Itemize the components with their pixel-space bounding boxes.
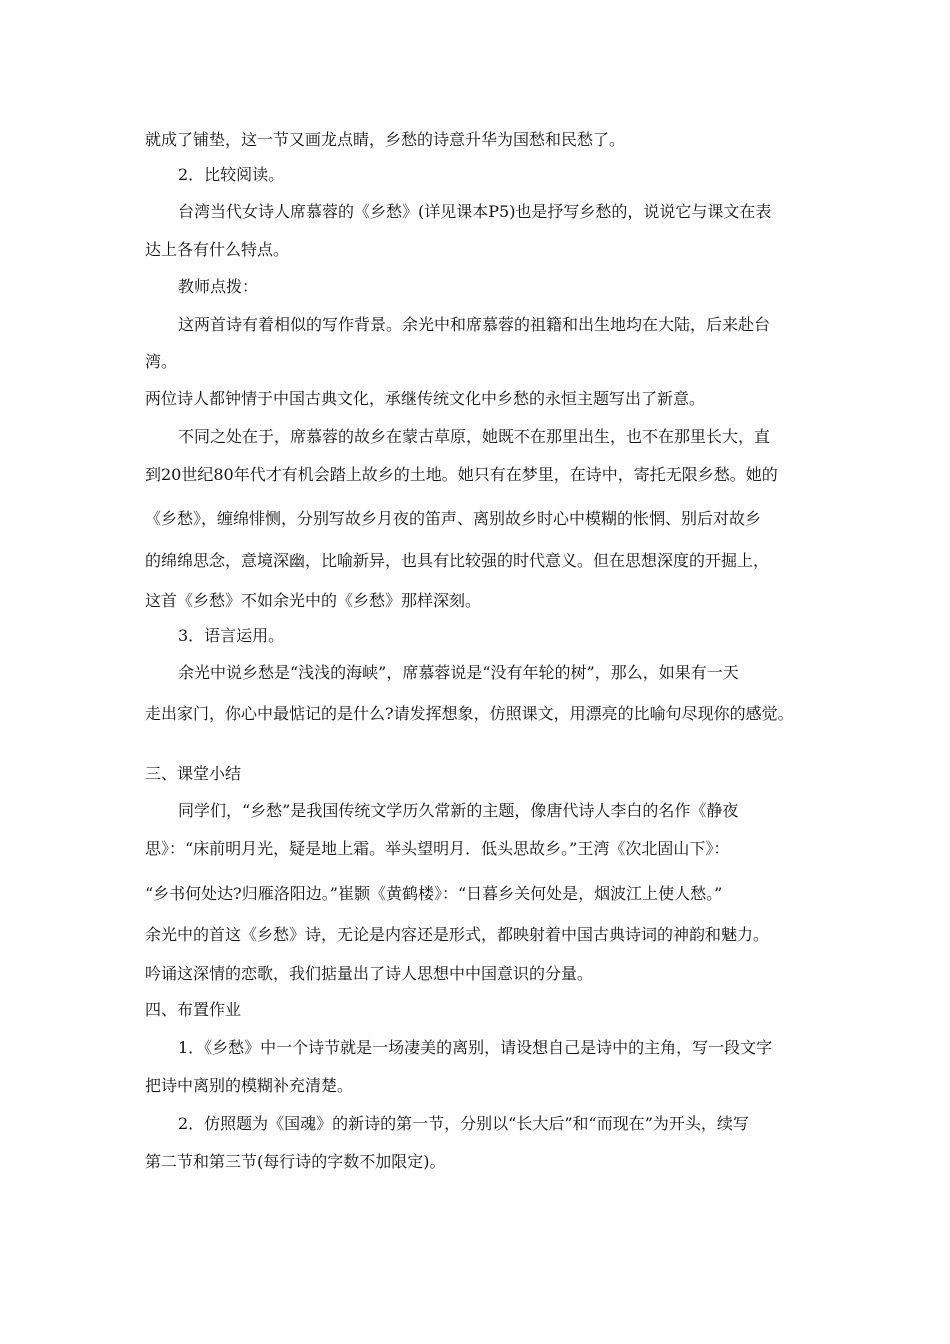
paragraph-line: 把诗中离别的模糊补充清楚。 [145,1076,354,1095]
paragraph-line: 思》：“床前明月光，疑是地上霜。举头望明月．低头思故乡。”王湾《次北固山下》： [145,839,730,858]
paragraph-line: 走出家门，你心中最惦记的是什么?请发挥想象，仿照课文，用漂亮的比喻句尽现你的感觉。 [145,704,794,723]
paragraph-line: 第二节和第三节(每行诗的字数不加限定)。 [145,1152,446,1171]
section-heading-homework: 四、布置作业 [145,1000,242,1019]
paragraph-line: 的绵绵思念，意境深幽，比喻新异，也具有比较强的时代意义。但在思想深度的开掘上， [145,551,770,570]
paragraph-line: “乡书何处达?归雁洛阳边。”崔颢《黄鹤楼》：“日暮乡关何处是，烟波江上使人愁。” [145,884,723,903]
paragraph-line: 不同之处在于，席慕蓉的故乡在蒙古草原，她既不在那里出生，也不在那里长大，直 [178,427,771,446]
paragraph-line: 台湾当代女诗人席慕蓉的《乡愁》(详见课本P5)也是抒写乡愁的，说说它与课文在表 [178,202,772,221]
paragraph-line: 达上各有什么特点。 [145,240,290,259]
paragraph-line: 这两首诗有着相似的写作背景。余光中和席慕蓉的祖籍和出生地均在大陆，后来赴台 [178,315,771,334]
paragraph-line: 就成了铺垫，这一节又画龙点睛，乡愁的诗意升华为国愁和民愁了。 [145,130,626,149]
section-heading-comparative-reading: 2．比较阅读。 [178,165,285,184]
paragraph-line: 同学们，“乡愁”是我国传统文学历久常新的主题，像唐代诗人李白的名作《静夜 [178,801,739,820]
paragraph-line: 2．仿照题为《国魂》的新诗的第一节，分别以“长大后”和“而现在”为开头，续写 [178,1114,749,1133]
paragraph-line: 1．《乡愁》中一个诗节就是一场凄美的离别，请设想自己是诗中的主角，写一段文字 [178,1038,773,1057]
paragraph-line: 到20世纪80年代才有机会踏上故乡的土地。她只有在梦里，在诗中，寄托无限乡愁。她的 [145,465,778,484]
paragraph-line: 余光中的首这《乡愁》诗，无论是内容还是形式，都映射着中国古典诗词的神韵和魅力。 [145,925,770,944]
section-heading-class-summary: 三、课堂小结 [145,764,242,783]
paragraph-line: 这首《乡愁》不如余光中的《乡愁》那样深刻。 [145,591,482,610]
teacher-guidance-label: 教师点拨： [178,277,259,296]
paragraph-line: 《乡愁》，缠绵悱恻，分别写故乡月夜的笛声、离别故乡时心中模糊的怅惘、别后对故乡 [145,509,762,528]
section-heading-language-use: 3．语言运用。 [178,626,285,645]
paragraph-line: 湾。 [145,352,178,371]
paragraph-line: 吟诵这深情的恋歌，我们掂量出了诗人思想中中国意识的分量。 [145,964,594,983]
paragraph-line: 两位诗人都钟情于中国古典文化，承继传统文化中乡愁的永恒主题写出了新意。 [145,389,706,408]
paragraph-line: 余光中说乡愁是“浅浅的海峡”，席慕蓉说是“没有年轮的树”，那么，如果有一天 [178,663,739,682]
